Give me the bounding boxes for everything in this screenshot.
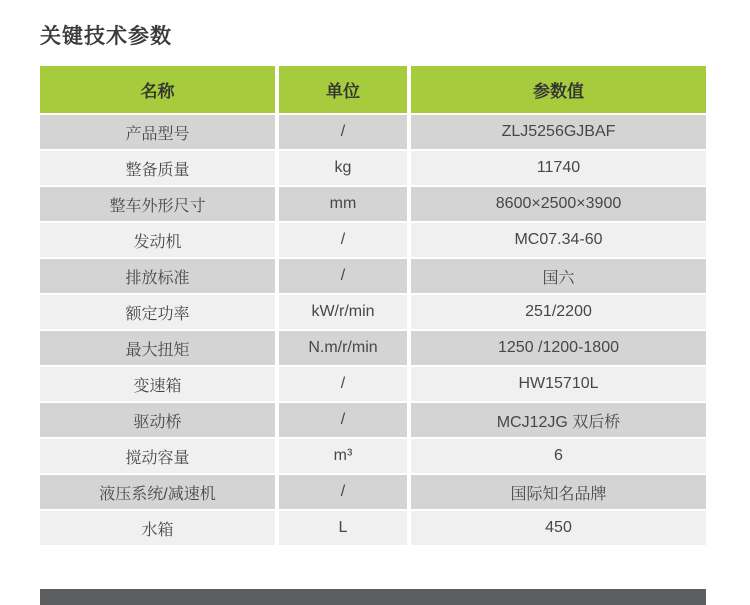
param-value-cell: 1250 /1200-1800 (411, 331, 706, 365)
param-name-cell: 搅动容量 (40, 439, 275, 473)
param-unit-cell: / (279, 475, 407, 509)
header-unit: 单位 (279, 66, 407, 113)
table-row (40, 367, 706, 401)
table-row (40, 331, 706, 365)
param-unit-cell: kW/r/min (279, 295, 407, 329)
footer-bar (40, 589, 706, 605)
param-name-cell: 水箱 (40, 511, 275, 545)
param-value-cell: 8600×2500×3900 (411, 187, 706, 221)
table-row (40, 439, 706, 473)
param-value-cell: ZLJ5256GJBAF (411, 115, 706, 149)
header-name: 名称 (40, 66, 275, 113)
param-value-cell: 国六 (411, 259, 706, 293)
param-value-cell: 国际知名品牌 (411, 475, 706, 509)
param-name-cell: 排放标准 (40, 259, 275, 293)
param-name-cell: 变速箱 (40, 367, 275, 401)
param-name-cell: 额定功率 (40, 295, 275, 329)
param-value-cell: MC07.34-60 (411, 223, 706, 257)
table-row (40, 151, 706, 185)
param-unit-cell: / (279, 115, 407, 149)
spec-table (40, 66, 706, 545)
table-row (40, 259, 706, 293)
param-name-cell: 驱动桥 (40, 403, 275, 437)
param-name-cell: 最大扭矩 (40, 331, 275, 365)
table-row (40, 511, 706, 545)
table-row (40, 187, 706, 221)
table-row (40, 403, 706, 437)
table-row (40, 295, 706, 329)
param-value-cell: HW15710L (411, 367, 706, 401)
table-row (40, 223, 706, 257)
param-unit-cell: / (279, 259, 407, 293)
param-value-cell: 251/2200 (411, 295, 706, 329)
param-value-cell: 11740 (411, 151, 706, 185)
param-value-cell: 6 (411, 439, 706, 473)
param-unit-cell: / (279, 367, 407, 401)
header-value: 参数值 (411, 66, 706, 113)
param-unit-cell: / (279, 403, 407, 437)
param-name-cell: 整备质量 (40, 151, 275, 185)
table-row (40, 475, 706, 509)
table-row (40, 115, 706, 149)
param-name-cell: 液压系统/减速机 (40, 475, 275, 509)
param-unit-cell: m³ (279, 439, 407, 473)
param-unit-cell: N.m/r/min (279, 331, 407, 365)
param-unit-cell: mm (279, 187, 407, 221)
table-header-row (40, 66, 706, 113)
param-unit-cell: L (279, 511, 407, 545)
page-title: 关键技术参数 (40, 25, 172, 48)
param-name-cell: 发动机 (40, 223, 275, 257)
param-unit-cell: kg (279, 151, 407, 185)
param-name-cell: 整车外形尺寸 (40, 187, 275, 221)
param-value-cell: MCJ12JG 双后桥 (411, 403, 706, 437)
param-name-cell: 产品型号 (40, 115, 275, 149)
param-unit-cell: / (279, 223, 407, 257)
param-value-cell: 450 (411, 511, 706, 545)
